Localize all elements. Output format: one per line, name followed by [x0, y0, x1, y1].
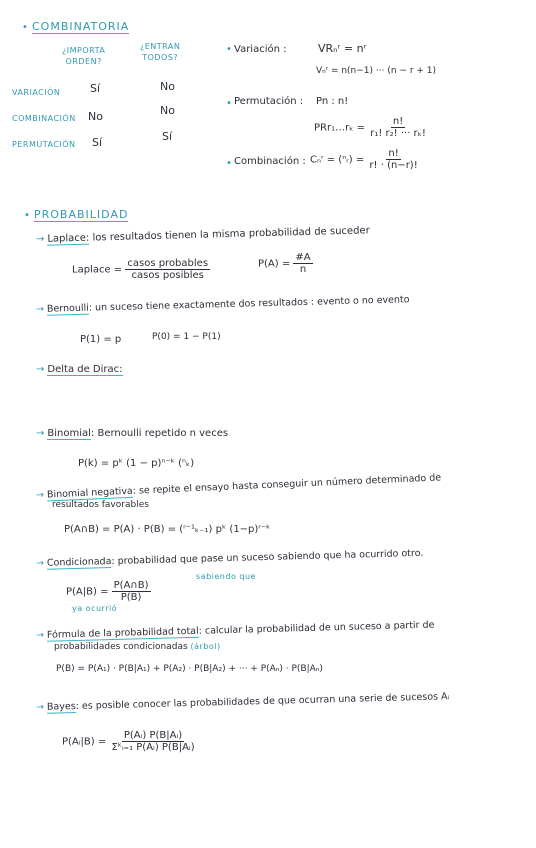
combinacion-f-left: Cₙʳ = (ⁿᵣ) =	[310, 154, 365, 166]
bullet-dot: •	[226, 158, 233, 169]
row-permutacion-orden: Sí	[92, 136, 103, 149]
header-importa: ¿IMPORTA	[62, 46, 106, 55]
header-todos: TODOS?	[142, 53, 179, 62]
delta-line	[36, 364, 123, 375]
cond-text: : probabilidad que pase un suceso sabiendo que ha ocurrido otro.	[111, 547, 424, 568]
bernoulli-formula-1: P(1) = p	[80, 334, 122, 345]
cond-note-ocurrio: ya ocurrió	[72, 604, 118, 613]
header-entran-todos	[140, 42, 180, 62]
arrow-icon: →	[35, 233, 45, 245]
combinacion-denominator: r! · (n−r)!	[369, 160, 418, 171]
negbin-text-1: : se repite el ensayo hasta conseguir un número determinado de	[132, 472, 442, 497]
cond-formula	[66, 580, 151, 603]
laplace-p-numerator: #A	[295, 252, 311, 263]
laplace-p-left: P(A) =	[258, 258, 291, 270]
laplace-line	[36, 225, 370, 245]
arrow-icon: →	[35, 629, 45, 641]
total-label: Fórmula de la probabilidad total	[46, 625, 199, 641]
header-orden: ORDEN?	[65, 57, 102, 66]
variacion-formula-1: VRₙʳ = nʳ	[318, 42, 367, 55]
total-formula: P(B) = P(A₁) · P(B|A₁) + P(A₂) · P(B|A₂) + ··· + P(Aₙ) · P(B|Aₙ)	[56, 664, 323, 674]
combinacion-label: Combinación :	[234, 156, 306, 167]
laplace-p-fraction	[293, 252, 312, 275]
header-entran: ¿ENTRAN	[140, 42, 181, 51]
bernoulli-line	[36, 294, 410, 315]
combinatoria-title: COMBINATORIA	[32, 20, 130, 33]
permutacion-formula-2	[314, 116, 428, 139]
laplace-numerator: casos probables	[127, 258, 209, 269]
binomial-formula: P(k) = pᵏ (1 − p)ⁿ⁻ᵏ (ⁿₖ)	[78, 458, 195, 469]
bullet-dot: •	[226, 44, 233, 55]
laplace-text: los resultados tienen la misma probabilidad de suceder	[92, 225, 370, 244]
negbin-label: Binomial negativa	[46, 485, 134, 501]
laplace-p-formula	[258, 252, 313, 275]
cond-f-left: P(A|B) =	[66, 586, 109, 598]
bayes-denominator: Σᵏᵢ₌₁ P(Aᵢ) P(B|Aᵢ)	[111, 742, 195, 753]
bayes-line	[36, 691, 450, 713]
bernoulli-formula-2: P(0) = 1 − P(1)	[152, 332, 221, 342]
arrow-icon: →	[35, 303, 45, 315]
laplace-f-left: Laplace =	[72, 264, 123, 276]
laplace-fraction	[125, 258, 210, 281]
cond-note-sabiendo: sabiendo que	[196, 572, 256, 581]
total-text-1: : calcular la probabilidad de un suceso a partir de	[198, 619, 435, 637]
permutacion-formula-1: Pn : n!	[316, 96, 349, 107]
cond-numerator: P(A∩B)	[113, 580, 149, 591]
laplace-formula	[72, 258, 210, 281]
binomial-text: : Bernoulli repetido n veces	[90, 428, 229, 439]
combinacion-formula	[310, 148, 420, 171]
cond-denominator: P(B)	[120, 592, 142, 603]
bayes-formula	[62, 730, 197, 753]
bernoulli-text: : un suceso tiene exactamente dos resultados : evento o no evento	[88, 294, 410, 314]
total-text-2: probabilidades condicionadas	[54, 642, 188, 652]
bayes-text: : es posible conocer las probabilidades de que ocurran una serie de sucesos Aᵢ	[75, 691, 450, 712]
row-label-permutacion: PERMUTACIÓN	[12, 140, 76, 149]
arrow-icon: →	[35, 701, 45, 713]
arrow-icon: →	[36, 364, 45, 375]
negbin-line	[36, 472, 442, 501]
combinacion-numerator: n!	[388, 148, 399, 159]
row-permutacion-todos: Sí	[162, 130, 173, 143]
bernoulli-label: Bernoulli	[46, 302, 89, 315]
bullet-dot: •	[24, 210, 31, 221]
laplace-label: Laplace:	[47, 232, 90, 245]
negbin-text-2: resultados favorables	[52, 500, 149, 510]
bayes-label: Bayes	[46, 700, 76, 713]
total-line	[36, 620, 435, 641]
permutacion-f2-left: PRr₁…rₖ =	[314, 122, 366, 134]
row-combinacion-orden: No	[88, 110, 103, 123]
arrow-icon: →	[36, 428, 45, 439]
row-combinacion-todos: No	[160, 104, 175, 117]
row-variacion-todos: No	[160, 80, 175, 93]
laplace-denominator: casos posibles	[131, 270, 204, 281]
total-text-2-line	[54, 642, 221, 652]
row-label-variacion: VARIACIÓN	[12, 88, 61, 97]
permutacion-fraction	[368, 116, 428, 139]
probabilidad-title: PROBABILIDAD	[34, 208, 129, 221]
total-note: (árbol)	[190, 642, 221, 651]
header-importa-orden	[62, 46, 105, 66]
laplace-p-denominator: n	[299, 264, 307, 275]
permutacion-denominator: r₁! r₂! ··· rₖ!	[370, 128, 426, 139]
cond-label: Condicionada	[46, 556, 112, 569]
variacion-formula-2: Vₙʳ = n(n−1) ··· (n − r + 1)	[316, 66, 437, 76]
arrow-icon: →	[35, 557, 45, 569]
bayes-numerator: P(Aᵢ) P(B|Aᵢ)	[123, 730, 183, 741]
cond-fraction	[112, 580, 151, 603]
cond-line	[36, 548, 424, 569]
bayes-f-left: P(Aᵢ|B) =	[62, 736, 107, 748]
row-variacion-orden: Sí	[90, 82, 101, 95]
bayes-fraction	[109, 730, 196, 753]
delta-label: Delta de Dirac:	[47, 364, 123, 375]
binomial-line	[36, 428, 228, 439]
bullet-dot: •	[22, 22, 29, 33]
binomial-label: Binomial	[47, 428, 91, 439]
bullet-dot: •	[226, 98, 233, 109]
permutacion-numerator: n!	[392, 116, 404, 127]
combinacion-fraction	[367, 148, 419, 171]
negbin-formula: P(A∩B) = P(A) · P(B) = (ʳ⁻¹ₖ₋₁) pᵏ (1−p)ʳ⁻ᵏ	[64, 524, 271, 535]
row-label-combinacion: COMBINACIÓN	[12, 114, 76, 123]
permutacion-label: Permutación :	[234, 96, 304, 107]
arrow-icon: →	[35, 489, 45, 501]
variacion-label: Variación :	[234, 44, 287, 55]
